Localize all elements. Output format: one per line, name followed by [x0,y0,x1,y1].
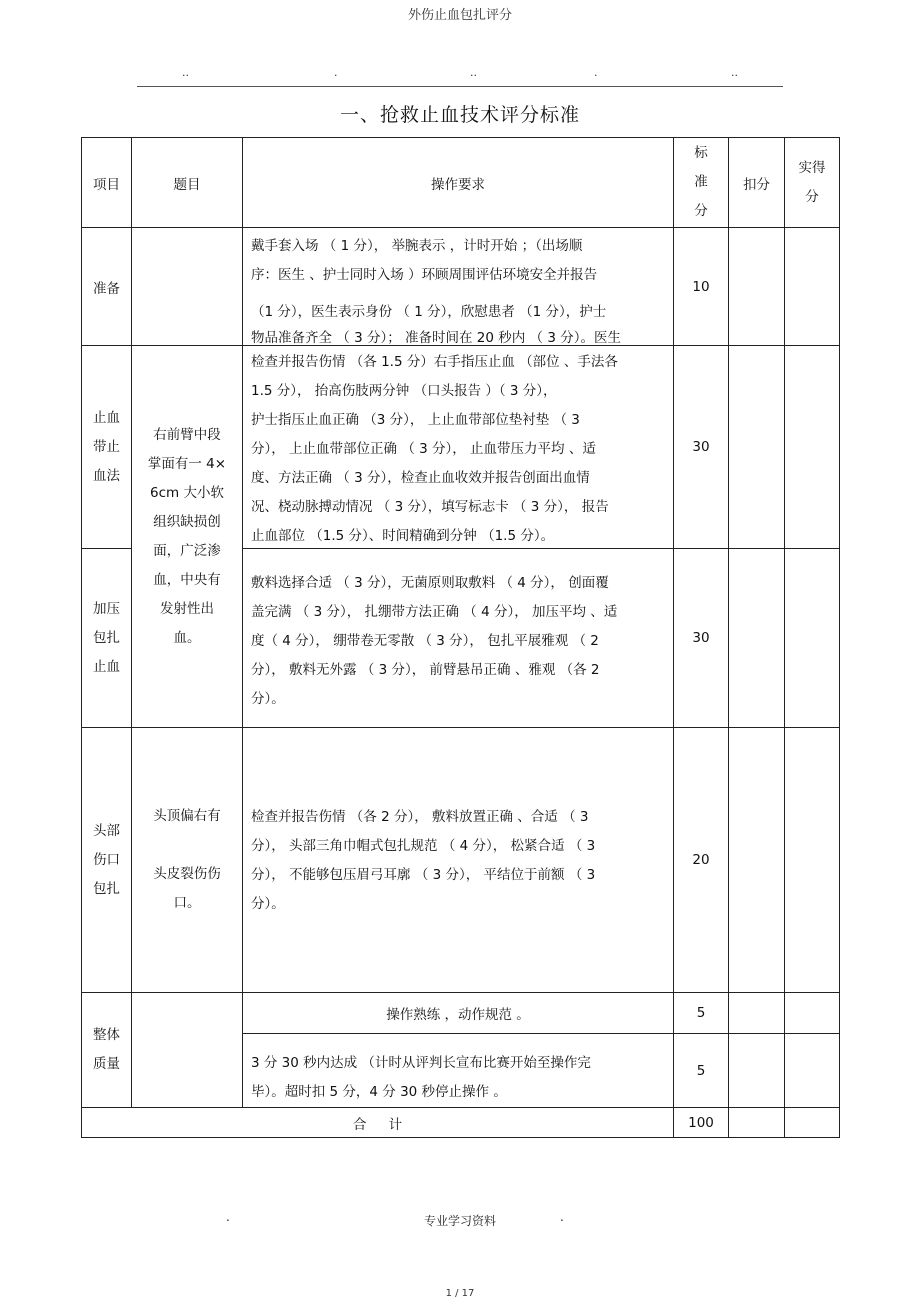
item-line: 包扎 [93,629,120,646]
req-line: 检查并报告伤情 （各 2 分）， 敷料放置正确 、合适 （ 3 [251,809,589,825]
table-rule [784,137,785,1138]
topic-line: 右前臂中段 [153,426,221,443]
topic-line: 血，中央有 [153,571,221,588]
req-line: 分）， 上止血带部位正确 （ 3 分）， 止血带压力平均 、适 [251,441,596,457]
req-line: （1 分），医生表示身份 （ 1 分），欣慰患者 （1 分），护士 [251,304,607,320]
pressure-score: 30 [692,630,710,646]
req-line: 盖完满 （ 3 分）， 扎绷带方法正确 （ 4 分）， 加压平均 、适 [251,604,618,620]
header-dot: .. [731,66,738,79]
tourniquet-score: 30 [692,439,710,455]
header-score-line: 分 [694,203,708,219]
req-line: 护士指压止血正确 （3 分）， 上止血带部位垫衬垫 （ 3 [251,412,580,428]
quality-time [243,1034,673,1107]
header-requirements: 操作要求 [431,176,485,193]
head-requirements [243,728,673,992]
item-line: 伤口 [93,851,120,868]
req-line: 分）。 [251,896,285,912]
header-item: 项目 [93,176,120,193]
total-score: 100 [688,1114,714,1131]
pressure-item [82,549,131,727]
item-line: 加压 [93,600,120,617]
req-line: 毕）。超时扣 5 分，4 分 30 秒停止操作 。 [251,1084,507,1100]
req-line: 戴手套入场 （ 1 分）， 举腕表示 ，计时开始 ；（出场顺 [251,238,583,254]
item-line: 整体 [93,1027,120,1043]
header-dot: . [594,66,598,79]
prep-requirements [243,228,673,345]
header-score [674,138,728,227]
head-topic [132,728,242,992]
page-number: 1 / 17 [445,1288,475,1299]
tourniquet-requirements [243,346,673,548]
req-line: 序：医生 、护士同时入场 ）环顾周围评估环境安全并报告 [251,267,598,283]
topic-line: 口。 [173,895,201,911]
table-rule [839,137,840,1138]
item-line: 带止 [93,438,120,455]
header-score-line: 标 [694,145,708,161]
table-rule [728,137,729,1138]
item-line: 质量 [93,1056,120,1072]
topic-line: 头皮裂伤伤 [153,866,221,882]
req-line: 况、桡动脉搏动情况 （ 3 分），填写标志卡 （ 3 分）， 报告 [251,499,609,515]
req-line: 检查并报告伤情 （各 1.5 分）右手指压止血 （部位 、手法各 [251,354,618,370]
item-line: 止血 [93,409,120,426]
req-line: 分）， 不能够包压眉弓耳廓 （ 3 分）， 平结位于前额 （ 3 [251,867,596,883]
item-line: 包扎 [93,880,120,897]
tourniquet-item [82,346,131,548]
topic-line: 血。 [173,629,201,646]
head-score: 20 [692,852,710,868]
header-dot: . [334,66,338,79]
quality-time-score: 5 [696,1062,706,1079]
header-deduction: 扣分 [743,176,770,193]
quality-skill-score: 5 [696,1005,706,1021]
req-line: 1.5 分）， 抬高伤肢两分钟 （口头报告 ）（ 3 分）， [251,383,557,399]
item-line: 血法 [93,467,120,484]
head-item [82,728,131,992]
item-line: 头部 [93,822,120,839]
footer-dot-left: . [226,1210,230,1224]
topic-line: 面，广泛渗 [153,542,221,559]
req-line: 物品准备齐全 （ 3 分）； 准备时间在 20 秒内 （ 3 分）。医生 [251,330,621,345]
footer-text: 专业学习资料 [423,1214,496,1228]
topic-line: 头顶偏右有 [153,808,221,824]
req-line: 敷料选择合适 （ 3 分），无菌原则取敷料 （ 4 分）， 创面覆 [251,575,609,591]
req-line: 3 分 30 秒内达成 （计时从评判长宣布比赛开始至操作完 [251,1055,591,1071]
footer-dot-right: . [560,1210,564,1224]
req-line: 止血部位 （1.5 分）、时间精确到分钟 （1.5 分）。 [251,528,555,544]
req-line: 度（ 4 分）， 绷带卷无零散 （ 3 分）， 包扎平展雅观 （ 2 [251,633,599,649]
pressure-requirements [243,549,673,727]
req-line: 度、方法正确 （ 3 分），检查止血收效并报告创面出血情 [251,470,590,486]
header-score-line: 准 [694,174,708,190]
req-line: 分）， 敷料无外露 （ 3 分）， 前臂悬吊正确 、雅观 （各 2 [251,662,600,678]
item-line: 止血 [93,658,120,675]
header-actual-line: 分 [805,188,819,205]
total-label: 合 计 [352,1116,403,1133]
page-header-title: 外伤止血包扎评分 [407,8,512,23]
prep-item: 准备 [93,280,120,297]
header-dot: .. [182,66,189,79]
table-rule [81,1137,840,1138]
topic-line: 组织缺损创 [153,513,221,530]
forearm-topic [132,346,242,727]
header-dot: .. [470,66,477,79]
header-topic: 题目 [173,176,201,193]
topic-line: 发射性出 [160,600,214,617]
topic-line: 6cm 大小软 [150,484,224,501]
topic-line: 掌面有一 4× [147,455,227,472]
prep-score: 10 [692,278,710,295]
document-title: 一、抢救止血技术评分标准 [339,104,580,126]
header-actual-line: 实得 [798,159,826,176]
header-actual [785,138,839,227]
quality-skill: 操作熟练 ，动作规范 。 [386,1007,530,1023]
req-line: 分）， 头部三角巾帽式包扎规范 （ 4 分）， 松紧合适 （ 3 [251,838,596,854]
req-line: 分）。 [251,691,285,707]
quality-item [82,993,131,1107]
